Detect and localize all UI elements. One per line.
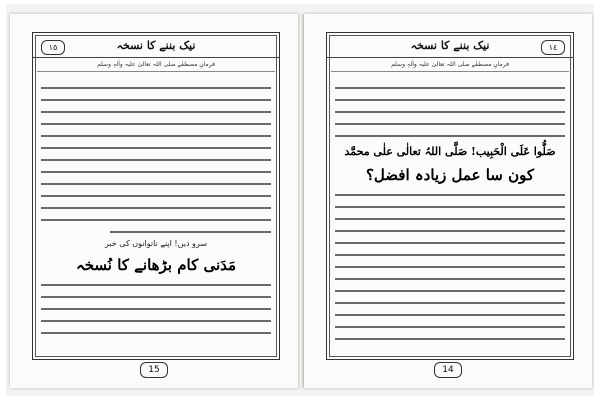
left-verse: سرو دیں! اپنے ناتوانوں کی خبر (104, 239, 208, 248)
text-line (335, 326, 565, 328)
left-section-heading: مَدَنی کام بڑھانے کا نُسخہ (75, 256, 237, 274)
right-body-text (335, 77, 565, 340)
text-line (41, 195, 271, 197)
text-line (41, 219, 271, 221)
text-line (335, 87, 565, 89)
text-line (41, 183, 271, 185)
text-line (41, 147, 271, 149)
right-header-page-number: ١٤ (541, 40, 565, 55)
text-line (335, 338, 565, 340)
text-line (41, 308, 271, 310)
left-header-page-number: ١٥ (41, 40, 65, 55)
text-line (41, 87, 271, 89)
text-line (335, 314, 565, 316)
text-line (335, 230, 565, 232)
text-line (335, 135, 565, 137)
right-hadith-bar: فرمانِ مصطفٰے صلی اللہ تعالیٰ علیہ واٰلہٖ وسلم (331, 59, 569, 72)
salawat-line: صَلُّوا عَلَی الْحَبِیب! صَلَّی اللہُ تعالٰی علٰی محمَّد (344, 145, 556, 158)
text-line (110, 231, 271, 233)
right-running-head (327, 39, 573, 58)
right-page (304, 14, 592, 388)
left-hadith-bar: فرمانِ مصطفٰے صلی اللہ تعالیٰ علیہ واٰلہٖ وسلم (37, 59, 275, 72)
text-line (41, 111, 271, 113)
text-line (41, 123, 271, 125)
text-line (41, 296, 271, 298)
text-line (41, 135, 271, 137)
text-line (41, 207, 271, 209)
text-line (41, 320, 271, 322)
text-line (335, 254, 565, 256)
text-line (335, 278, 565, 280)
right-section-heading: کون سا عمل زیادہ افضل؟ (365, 166, 535, 184)
text-line (335, 99, 565, 101)
left-page-number: 15 (140, 362, 168, 378)
left-running-head (33, 39, 279, 58)
text-line (335, 302, 565, 304)
right-page-frame (326, 32, 574, 360)
right-page-number: 14 (434, 362, 462, 378)
text-line (335, 123, 565, 125)
text-line (335, 218, 565, 220)
text-line (335, 266, 565, 268)
text-line (41, 284, 271, 286)
open-booklet (6, 4, 594, 396)
left-page-frame (32, 32, 280, 360)
left-page (10, 14, 298, 388)
right-running-title: نیک بننے کا نسخہ (410, 39, 490, 52)
text-line (335, 194, 565, 196)
text-line (41, 171, 271, 173)
text-line (41, 159, 271, 161)
text-line (335, 206, 565, 208)
text-line (41, 332, 271, 334)
text-line (335, 290, 565, 292)
text-line (335, 111, 565, 113)
text-line (41, 99, 271, 101)
left-body-text (41, 77, 271, 334)
text-line (335, 242, 565, 244)
left-running-title: نیک بننے کا نسخہ (116, 39, 196, 52)
